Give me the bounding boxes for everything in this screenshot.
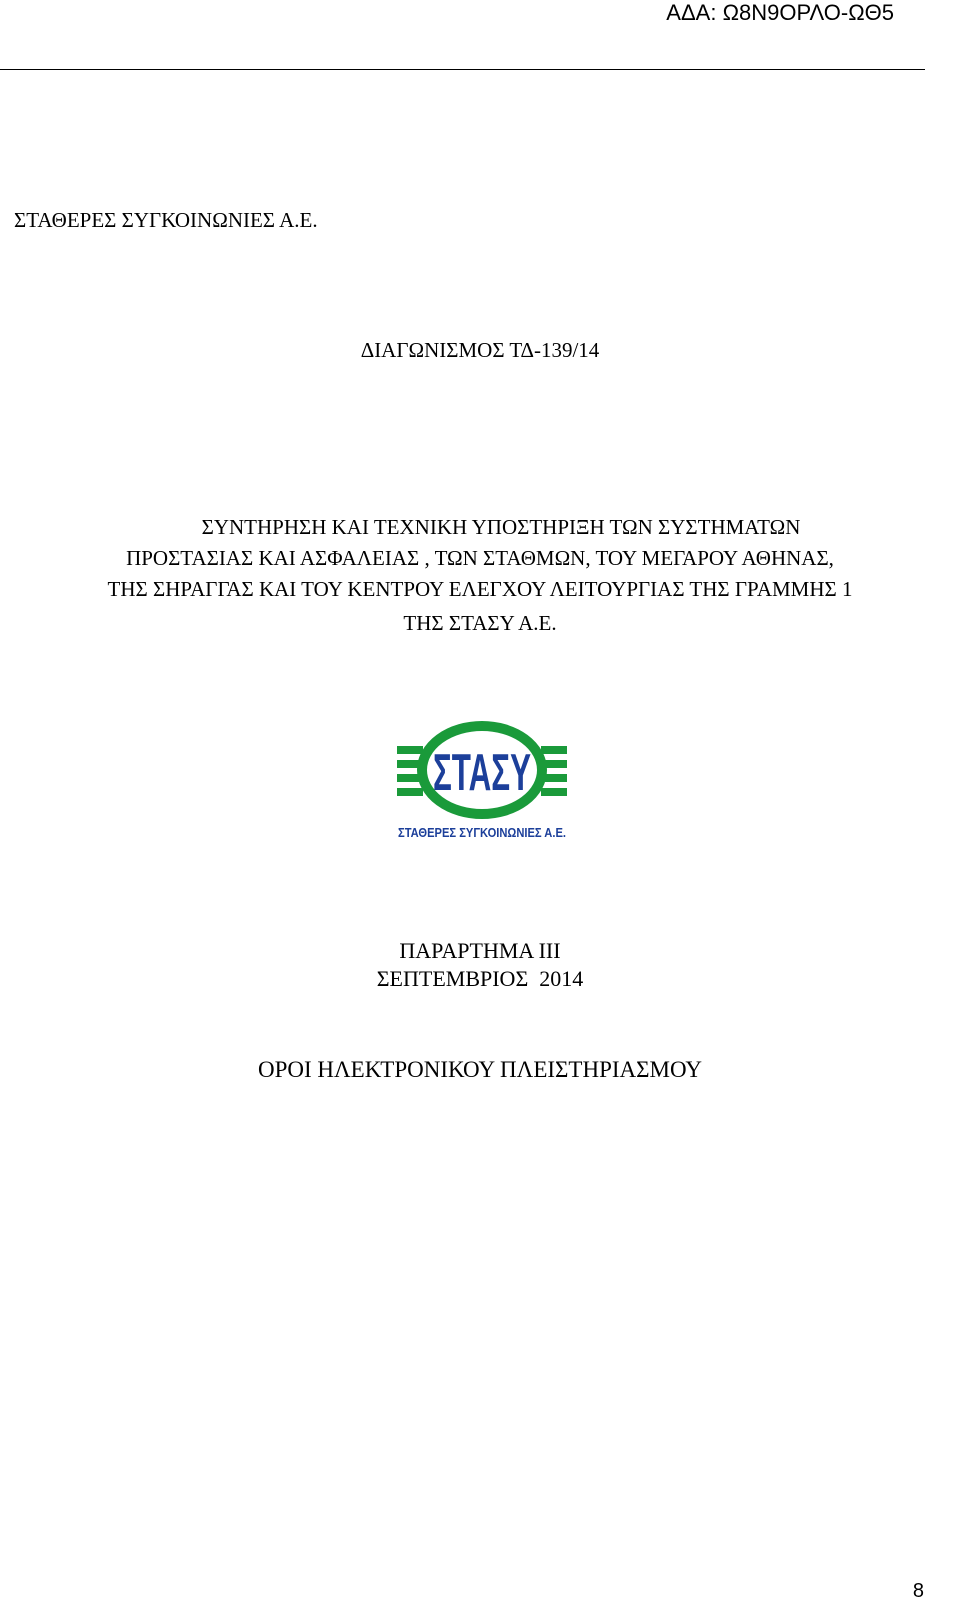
terms-title: ΟΡΟΙ ΗΛΕΚΤΡΟΝΙΚΟΥ ΠΛΕΙΣΤΗΡΙΑΣΜΟΥ [257, 1057, 703, 1082]
stasy-logo [397, 720, 567, 842]
title-line-2: ΠΡΟΣΤΑΣΙΑΣ ΚΑΙ ΑΣΦΑΛΕΙΑΣ , ΤΩΝ ΣΤΑΘΜΩΝ, ΤΟΥ ΜΕΓΑΡΟΥ ΑΘΗΝΑΣ, [126, 546, 834, 570]
title-line-3: ΤΗΣ ΣΗΡΑΓΓΑΣ ΚΑΙ ΤΟΥ ΚΕΝΤΡΟΥ ΕΛΕΓΧΟΥ ΛΕΙΤΟΥΡΓΙΑΣ ΤΗΣ ΓΡΑΜΜΗΣ 1 [107, 577, 853, 601]
company-name: ΣΤΑΘΕΡΕΣ ΣΥΓΚΟΙΝΩΝΙΕΣ Α.Ε. [14, 208, 318, 232]
annex-date: ΣΕΠΤΕΜΒΡΙΟΣ 2014 [376, 966, 584, 991]
logo-stripe [541, 746, 567, 754]
logo-stripe [541, 788, 567, 796]
ada-code: ΑΔΑ: Ω8Ν9ΟΡΛΟ-ΩΘ5 [666, 0, 894, 25]
logo-stripe [397, 746, 423, 754]
annex-label: ΠΑΡΑΡΤΗΜΑ ΙΙΙ [399, 938, 561, 963]
logo-wordmark: ΣΤΑΣΥ [433, 744, 531, 802]
logo-caption: ΣΤΑΘΕΡΕΣ ΣΥΓΚΟΙΝΩΝΙΕΣ Α.Ε. [398, 826, 566, 840]
title-line-1: ΣΥΝΤΗΡΗΣΗ ΚΑΙ ΤΕΧΝΙΚΗ ΥΠΟΣΤΗΡΙΞΗ ΤΩΝ ΣΥΣΤΗΜΑΤΩΝ [201, 515, 801, 539]
logo-stripe [397, 788, 423, 796]
document-title [0, 512, 960, 639]
title-line-4: ΤΗΣ ΣΤΑΣΥ Α.Ε. [403, 611, 557, 635]
tender-number: ΔΙΑΓΩΝΙΣΜΟΣ ΤΔ-139/14 [360, 338, 600, 362]
stasy-logo-graphic [397, 720, 567, 842]
annex-block [0, 937, 960, 993]
page-number: 8 [912, 1580, 924, 1602]
header-rule [0, 69, 925, 70]
